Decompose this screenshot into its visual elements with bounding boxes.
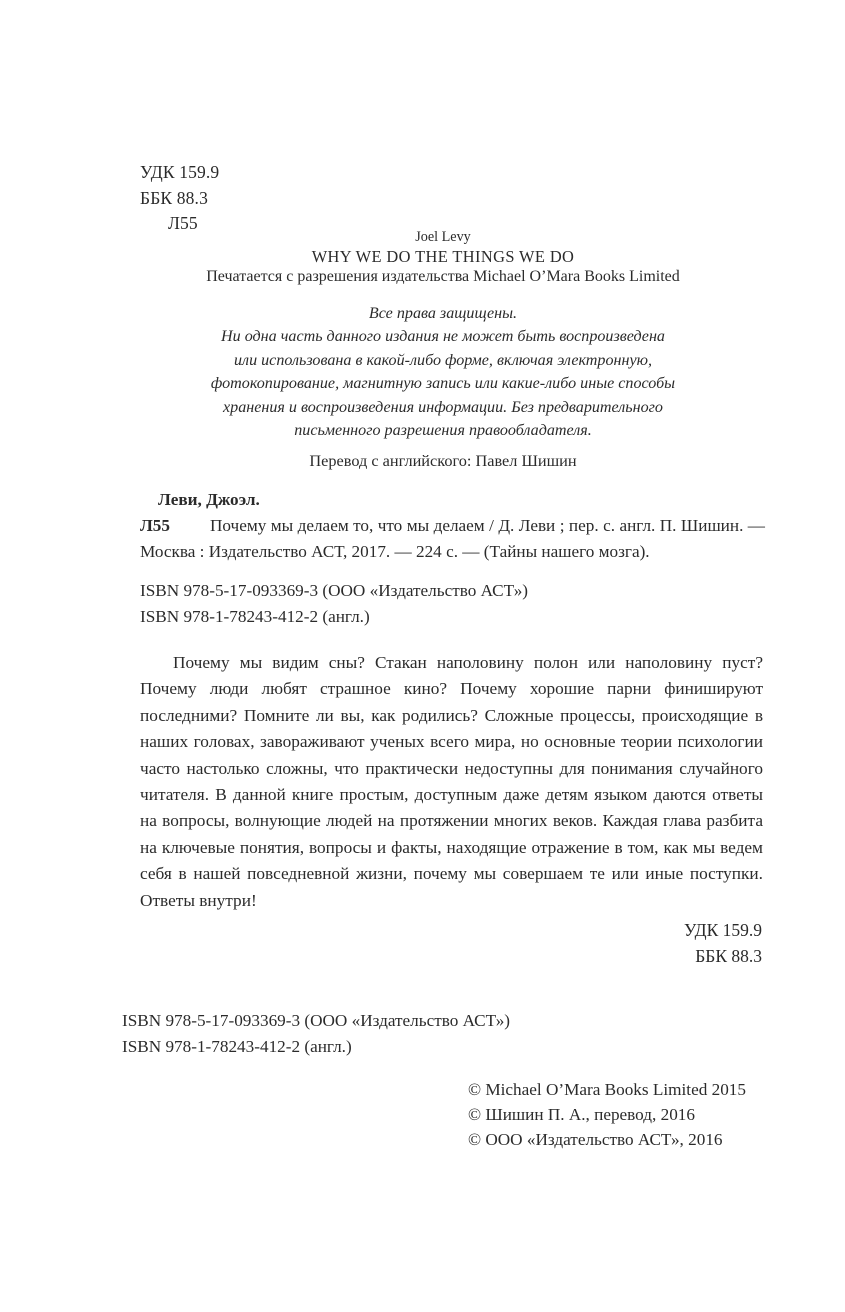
classification-codes-bottom [400, 918, 762, 969]
isbn-block-top [140, 578, 528, 630]
isbn-ru-top: ISBN 978-5-17-093369-3 (ООО «Издательство АСТ») [140, 581, 529, 600]
bibliographic-description-row [140, 513, 765, 565]
bbk-code-top: ББК 88.3 [140, 187, 208, 208]
udk-code-top: УДК 159.9 [140, 162, 220, 182]
original-edition-credit [143, 228, 743, 286]
original-author: Joel Levy [415, 229, 471, 245]
copyright-line-publisher-en: © Michael O’Mara Books Limited 2015 [468, 1080, 746, 1099]
isbn-en-top: ISBN 978-1-78243-412-2 (англ.) [140, 607, 370, 626]
bibliographic-author-heading: Леви, Джоэл. [158, 490, 260, 509]
rights-line-2: или использована в какой-либо форме, включая электронную, [234, 351, 652, 369]
udk-code-bottom: УДК 159.9 [684, 920, 762, 940]
isbn-block-bottom [122, 1008, 510, 1060]
bibliographic-description: Почему мы делаем то, что мы делаем / Д. Леви ; пер. с. англ. П. Шишин. — Москва : Издательство АСТ, 2017. — 224 с. — (Тайны нашего мозга). [140, 516, 765, 561]
isbn-ru-bottom: ISBN 978-5-17-093369-3 (ООО «Издательство АСТ») [122, 1011, 511, 1030]
bibliographic-record [140, 487, 765, 565]
classification-codes-top [140, 160, 219, 237]
copyright-line-publisher-ru: © ООО «Издательство АСТ», 2016 [468, 1129, 723, 1149]
translation-credit: Перевод с английского: Павел Шишин [309, 451, 577, 470]
copyright-line-translator: © Шишин П. А., перевод, 2016 [468, 1104, 695, 1124]
annotation-paragraph: Почему мы видим сны? Стакан наполовину полон или наполовину пуст? Почему люди любят страшное кино? Почему хорошие парни финишируют последними? Помните ли вы, как родились? Сложные процессы, происходящие в наших головах, завораживают ученых всего мира, но основные теории психологии часто настолько сложны, что практически недоступны для понимания случайного читателя. В данной книге простым, доступным даже детям языком даются ответы на вопросы, волнующие людей на протяжении многих веков. Каждая глава разбита на ключевые понятия, вопросы и факты, находящие отражение в том, как мы ведем себя в нашей повседневной жизни, почему мы совершаем те или иные поступки. Ответы внутри! [140, 653, 763, 910]
rights-line-5: письменного разрешения правообладателя. [294, 422, 592, 440]
rights-heading: Все права защищены. [368, 305, 518, 322]
rights-notice [143, 302, 743, 442]
rights-line-1: Ни одна часть данного издания не может быть воспроизведена [221, 328, 665, 346]
rights-line-3: фотокопирование, магнитную запись или какие-либо иные способы [210, 375, 676, 393]
shelf-mark-top: Л55 [168, 213, 198, 233]
isbn-en-bottom: ISBN 978-1-78243-412-2 (англ.) [122, 1037, 352, 1056]
permission-notice: Печатается с разрешения издательства Michael O’Mara Books Limited [206, 267, 680, 285]
bbk-code-bottom: ББК 88.3 [695, 945, 762, 966]
original-title: WHY WE DO THE THINGS WE DO [311, 247, 575, 267]
rights-line-4: хранения и воспроизведения информации. Без предварительного [223, 398, 663, 416]
shelf-mark-biblio: Л55 [140, 516, 170, 535]
copyright-block [468, 1078, 768, 1152]
